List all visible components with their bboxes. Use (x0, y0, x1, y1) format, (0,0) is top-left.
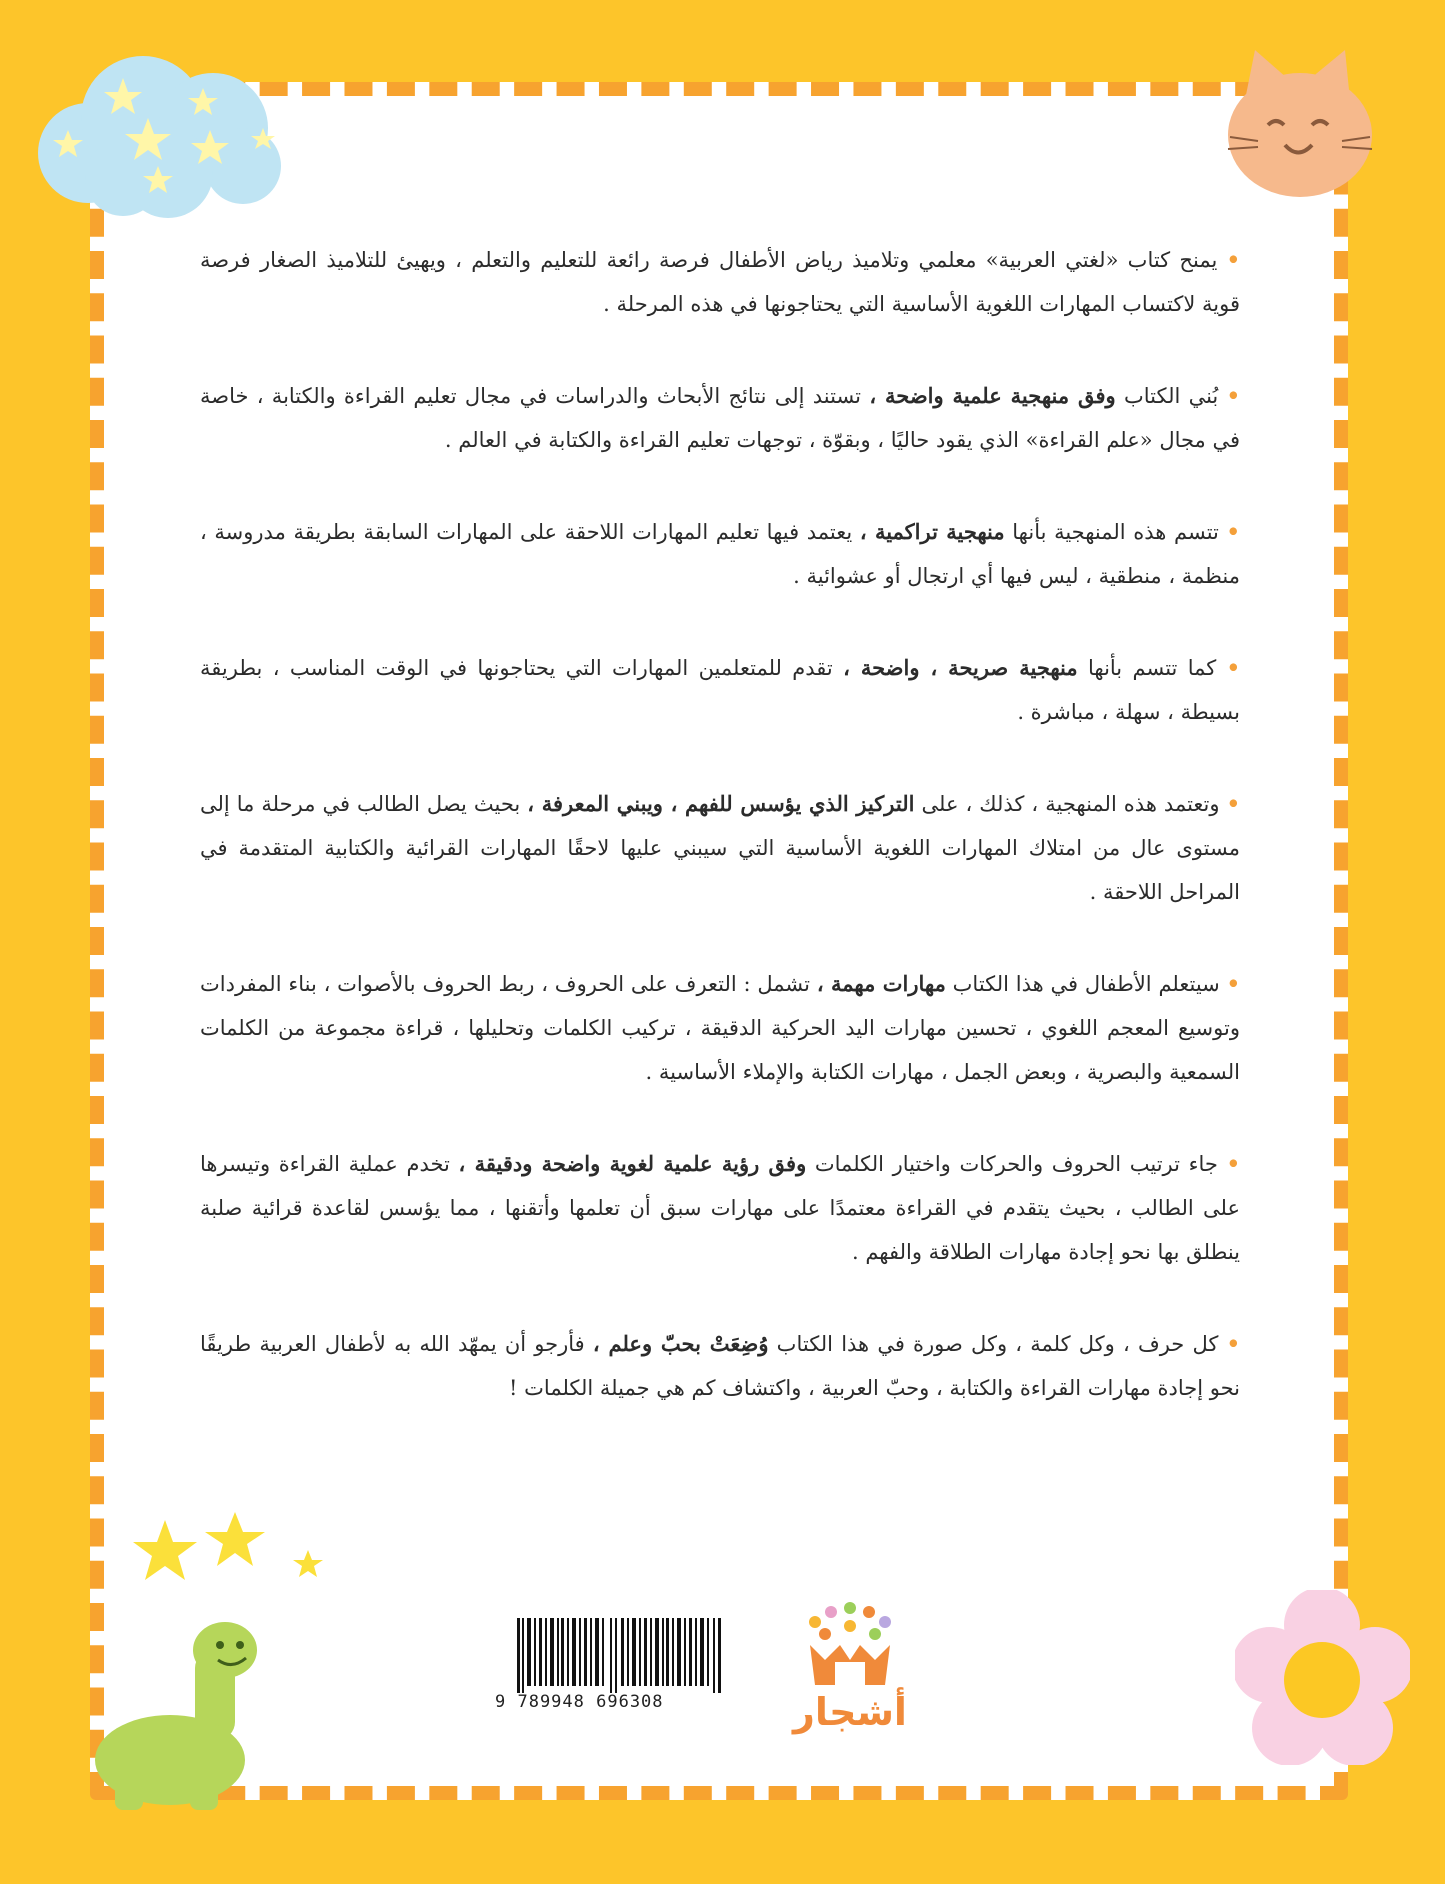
publisher-name: أشجار (793, 1690, 907, 1734)
bullet-icon: • (1226, 519, 1240, 544)
paragraph-text: تخدم عملية القراءة وتيسرها على الطالب ، بحيث يتقدم في القراءة معتمدًا على مهارات سبق أن تعلمها وأتقنها ، مما يؤسس لقاعدة قرائية صلبة ينطلق بها نحو إجادة مهارات الطلاقة والفهم . (200, 1152, 1240, 1264)
flower-icon (1235, 1590, 1410, 1765)
paragraph-8 (200, 1322, 1240, 1410)
paragraph-emphasis: منهجية تراكمية ، (859, 519, 1005, 544)
paragraph-text: جاء ترتيب الحروف والحركات واختيار الكلمات (806, 1152, 1227, 1176)
paragraph-text: فأرجو أن يمهّد الله به لأطفال العربية طريقًا نحو إجادة مهارات القراءة والكتابة ، وحبّ العربية ، واكتشاف كم هي جميلة الكلمات ! (200, 1332, 1240, 1400)
paragraph-emphasis: مهارات مهمة ، (816, 971, 946, 996)
paragraph-3 (200, 510, 1240, 598)
bullet-icon: • (1226, 971, 1240, 996)
paragraph-text: وتعتمد هذه المنهجية ، كذلك ، على (914, 792, 1227, 816)
barcode-bars-icon (495, 1618, 745, 1693)
cloud-stars-icon (28, 48, 283, 218)
bullet-icon: • (1226, 1151, 1240, 1176)
bullet-icon: • (1226, 247, 1240, 272)
paragraph-text: تتسم هذه المنهجية بأنها (1004, 520, 1227, 544)
paragraph-text: تشمل : التعرف على الحروف ، ربط الحروف بالأصوات ، بناء المفردات وتوسيع المعجم اللغوي ، تحسين مهارات اليد الحركية الدقيقة ، تركيب الكلمات وتحليلها ، قراءة مجموعة من الكلمات السمعية والبصرية ، وبعض الجمل ، مهارات الكتابة والإملاء الأساسية . (200, 972, 1240, 1084)
bullet-icon: • (1226, 655, 1241, 680)
paragraph-5 (200, 782, 1240, 914)
paragraph-6 (200, 962, 1240, 1094)
barcode-number: 9 789948 696308 (495, 1692, 664, 1712)
stars-icon (125, 1510, 335, 1620)
paragraph-text: كما تتسم بأنها (1077, 656, 1227, 680)
body-text (200, 238, 1240, 1458)
publisher-logo-icon (795, 1600, 905, 1690)
paragraph-text: تستند إلى نتائج الأبحاث والدراسات في مجال تعليم القراءة والكتابة ، خاصة في مجال «علم القراءة» الذي يقود حاليًا ، وبقوّة ، توجهات تعليم القراءة والكتابة في العالم . (200, 384, 1240, 452)
paragraph-2 (200, 374, 1240, 462)
paragraph-1 (200, 238, 1240, 326)
paragraph-7 (200, 1142, 1240, 1274)
paragraph-emphasis: وفق رؤية علمية لغوية واضحة ودقيقة ، (458, 1151, 807, 1176)
paragraph-text: بحيث يصل الطالب في مرحلة ما إلى مستوى عال من امتلاك المهارات اللغوية الأساسية التي سيبني عليها لاحقًا المهارات القرائية والكتابية المتقدمة في المراحل اللاحقة . (200, 792, 1240, 904)
paragraph-text: كل حرف ، وكل كلمة ، وكل صورة في هذا الكتاب (768, 1332, 1227, 1356)
paragraph-emphasis: منهجية صريحة ، واضحة ، (843, 655, 1078, 680)
paragraph-emphasis: وفق منهجية علمية واضحة ، (869, 383, 1116, 408)
dinosaur-icon (90, 1610, 260, 1810)
paragraph-text: بُني الكتاب (1115, 384, 1227, 408)
paragraph-4 (200, 646, 1240, 734)
cat-face-icon (1210, 45, 1390, 205)
bullet-icon: • (1226, 1331, 1240, 1356)
bullet-icon: • (1226, 383, 1240, 408)
barcode (495, 1618, 745, 1718)
bullet-icon: • (1226, 791, 1240, 816)
paragraph-emphasis: التركيز الذي يؤسس للفهم ، ويبني المعرفة ، (527, 791, 915, 816)
paragraph-text: يعتمد فيها تعليم المهارات اللاحقة على المهارات السابقة بطريقة مدروسة ، منظمة ، منطقية ، ليس فيها أي ارتجال أو عشوائية . (200, 520, 1240, 588)
paragraph-text: تقدم للمتعلمين المهارات التي يحتاجونها في الوقت المناسب ، بطريقة بسيطة ، سهلة ، مباشرة . (200, 656, 1240, 724)
paragraph-text: يمنح كتاب «لغتي العربية» معلمي وتلاميذ رياض الأطفال فرصة رائعة للتعليم والتعلم ، ويهيئ للتلاميذ الصغار فرصة قوية لاكتساب المهارات اللغوية الأساسية التي يحتاجونها في هذه المرحلة . (200, 248, 1240, 316)
paragraph-emphasis: وُضِعَتْ بحبّ وعلم ، (592, 1331, 769, 1356)
paragraph-text: سيتعلم الأطفال في هذا الكتاب (945, 972, 1227, 996)
